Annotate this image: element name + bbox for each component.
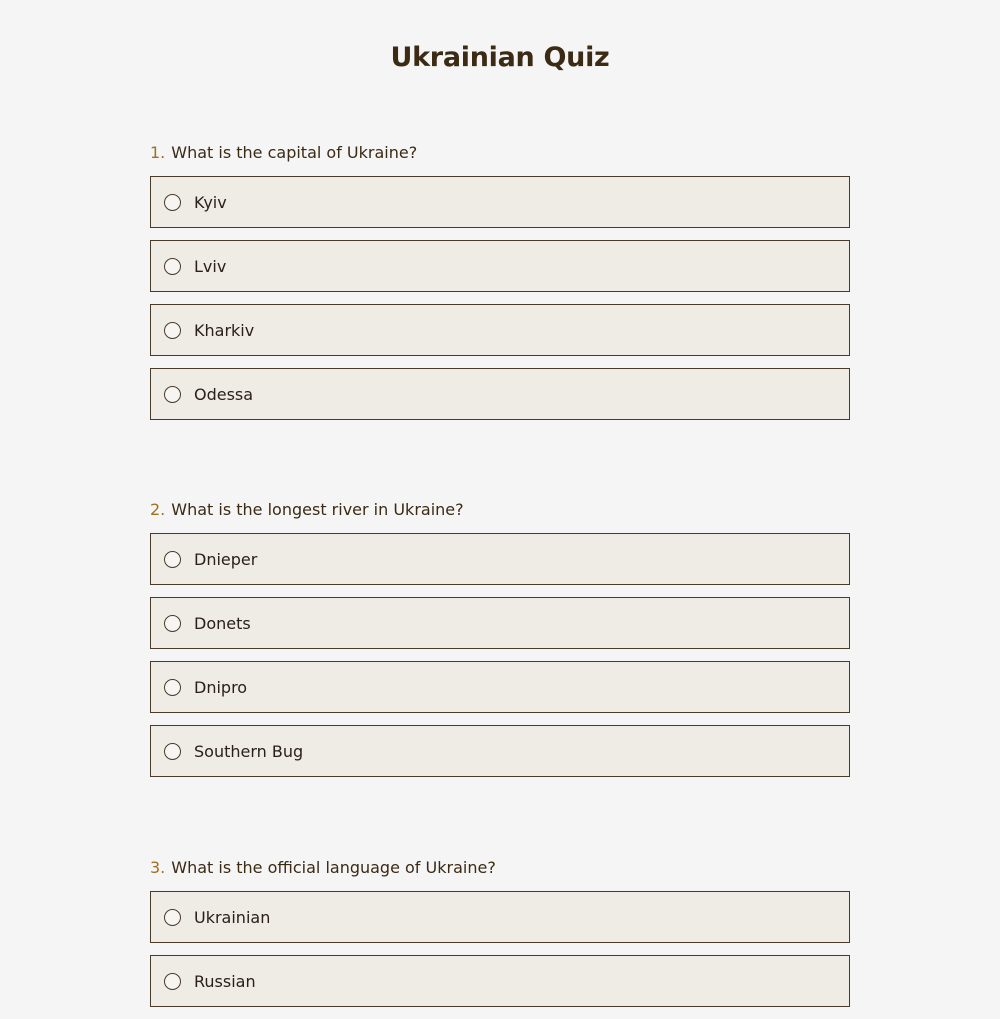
answer-option[interactable]	[150, 597, 850, 649]
question-1	[150, 140, 850, 432]
question-label	[150, 140, 850, 164]
question-number: 2.	[150, 499, 166, 519]
answer-label: Dnipro	[194, 677, 248, 697]
question-2	[150, 497, 850, 789]
answer-label: Kharkiv	[194, 320, 255, 340]
page-title: Ukrainian Quiz	[390, 42, 610, 73]
answer-option[interactable]	[150, 955, 850, 1007]
answer-label: Lviv	[194, 256, 227, 276]
radio-button-icon[interactable]	[164, 194, 181, 211]
question-text: What is the official language of Ukraine?	[171, 857, 496, 877]
question-text: What is the capital of Ukraine?	[171, 142, 418, 162]
question-3	[150, 855, 850, 1019]
radio-button-icon[interactable]	[164, 973, 181, 990]
radio-button-icon[interactable]	[164, 258, 181, 275]
question-label	[150, 855, 850, 879]
answer-option[interactable]	[150, 176, 850, 228]
question-label	[150, 497, 850, 521]
radio-button-icon[interactable]	[164, 386, 181, 403]
answer-label: Odessa	[194, 384, 254, 404]
answer-option[interactable]	[150, 240, 850, 292]
radio-button-icon[interactable]	[164, 909, 181, 926]
question-number: 3.	[150, 857, 166, 877]
answer-option[interactable]	[150, 661, 850, 713]
question-number: 1.	[150, 142, 166, 162]
answer-label: Southern Bug	[194, 741, 304, 761]
answer-option[interactable]	[150, 368, 850, 420]
radio-button-icon[interactable]	[164, 743, 181, 760]
answer-option[interactable]	[150, 533, 850, 585]
radio-button-icon[interactable]	[164, 551, 181, 568]
answer-label: Kyiv	[194, 192, 227, 212]
answer-label: Donets	[194, 613, 251, 633]
radio-button-icon[interactable]	[164, 615, 181, 632]
radio-button-icon[interactable]	[164, 679, 181, 696]
answer-label: Russian	[194, 971, 256, 991]
radio-button-icon[interactable]	[164, 322, 181, 339]
answer-label: Dnieper	[194, 549, 258, 569]
answer-option[interactable]	[150, 725, 850, 777]
answer-option[interactable]	[150, 891, 850, 943]
answer-label: Ukrainian	[194, 907, 271, 927]
answer-option[interactable]	[150, 304, 850, 356]
question-text: What is the longest river in Ukraine?	[171, 499, 464, 519]
